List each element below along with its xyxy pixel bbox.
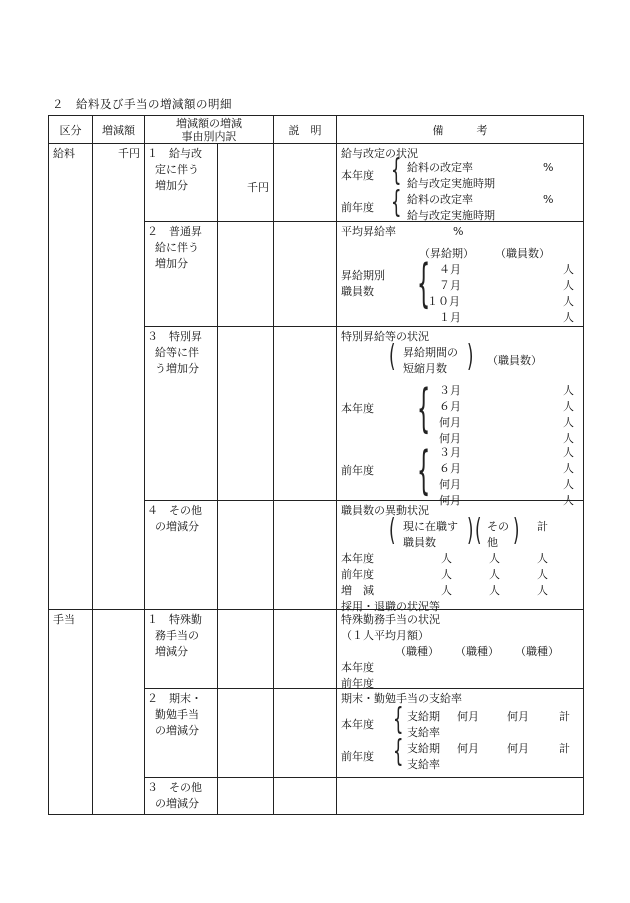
header-jiyu-line2: 事由別内訳 — [181, 129, 237, 143]
kyuryo-row4-p33: 人 — [537, 584, 548, 597]
kyuryo-row1-rate-a: 給料の改定率 — [407, 161, 473, 174]
teate-row1-this-year: 本年度 — [341, 661, 374, 674]
kyuryo-row1-rate-b: 給料の改定率 — [407, 193, 473, 206]
teate-row2-rate-b: 支給率 — [407, 758, 440, 771]
teate-row1-title: 特殊勤務手当の状況 — [341, 613, 440, 626]
paren-close-icon: ) — [513, 513, 520, 548]
kyuryo-row4-item-2: の増減分 — [155, 520, 199, 533]
kyuryo-row4-p32: 人 — [489, 584, 500, 597]
kyuryo-row4-change: 増 減 — [341, 584, 374, 597]
kyuryo-row3-ty-m3: 何月 — [439, 416, 461, 429]
kyuryo-row1-item-3: 増加分 — [155, 179, 188, 192]
paren-close-icon: ) — [467, 339, 474, 374]
teate-row1-job-1: （職種） — [395, 645, 439, 658]
kyuryo-row2-person-2: 人 — [563, 279, 574, 292]
kyuryo-row2-pct: % — [453, 225, 464, 238]
kyuryo-row4-this-year: 本年度 — [341, 552, 374, 565]
teate-row2-item-2: 勤勉手当 — [155, 708, 199, 721]
brace-icon: { — [393, 702, 404, 737]
teate-row2-rate-a: 支給率 — [407, 726, 440, 739]
kyuryo-row2-label-1: 昇給期別 — [341, 269, 385, 282]
kyuryo-row3-ly-m2: ６月 — [439, 462, 461, 475]
kyuryo-row2-month-1: ４月 — [439, 263, 461, 276]
kyuryo-row3-item-2: 給等に伴 — [155, 346, 199, 359]
kyuryo-row3-item-3: う増加分 — [155, 362, 199, 375]
header-jiyu-line1: 増減額の増減 — [176, 116, 242, 130]
kyuryo-row4-p11: 人 — [441, 552, 452, 565]
teate-row1-job-3: （職種） — [515, 645, 559, 658]
kyuryo-row3-last-year: 前年度 — [341, 464, 374, 477]
header-zougen: 増減額 — [93, 116, 145, 144]
teate-row1-item-2: 務手当の — [155, 629, 199, 642]
teate-row2-title: 期末・勤勉手当の支給率 — [341, 692, 462, 705]
teate-row2-when-b2: 何月 — [507, 742, 529, 755]
teate-row2-period-b: 支給期 — [407, 742, 440, 755]
kyuryo-row2-item-1: ２ 普通昇 — [147, 225, 202, 238]
kyuryo-row3-ty-m2: ６月 — [439, 400, 461, 413]
teate-row2-this-year: 本年度 — [341, 718, 374, 731]
brace-icon: { — [417, 254, 431, 314]
kyuryo-row2-month-2: ７月 — [439, 279, 461, 292]
kyuryo-row4-other-2: 他 — [487, 536, 498, 549]
paren-open-icon: ( — [475, 513, 482, 548]
kyuryo-row4-title: 職員数の異動状況 — [341, 504, 429, 517]
kyuryo-row3-period-1: 昇給期間の — [403, 346, 458, 359]
kyuryo-row2-person-1: 人 — [563, 263, 574, 276]
paren-open-icon: ( — [389, 513, 396, 548]
teate-row1-sub: （１人平均月額） — [341, 629, 429, 642]
kyuryo-row2-person-3: 人 — [563, 295, 574, 308]
brace-icon: { — [391, 185, 402, 220]
teate-row3-item-2: の増減分 — [155, 797, 199, 810]
kyuryo-row3-ty-p2: 人 — [563, 400, 574, 413]
teate-row3-item-1: ３ その他 — [147, 781, 202, 794]
teate-row-1 — [49, 610, 584, 689]
kyuryo-row1-pct-a: % — [543, 161, 554, 174]
kyuryo-row3-ly-m1: ３月 — [439, 446, 461, 459]
kyuryo-row3-col-staff: （職員数） — [487, 354, 542, 367]
kyuryo-row-1 — [49, 144, 584, 222]
kyuryo-row3-ly-p4: 人 — [563, 494, 574, 507]
kyuryo-row2-item-3: 増加分 — [155, 257, 188, 270]
teate-row1-item-3: 増減分 — [155, 645, 188, 658]
kyuryo-row4-p13: 人 — [537, 552, 548, 565]
kyuryo-row3-title: 特別昇給等の状況 — [341, 330, 429, 343]
kyuryo-row1-unit: 千円 — [247, 181, 269, 194]
teate-row2-total-a: 計 — [559, 710, 570, 723]
kyuryo-row4-p21: 人 — [441, 568, 452, 581]
kyuryo-row2-item-2: 給に伴う — [155, 241, 199, 254]
teate-row2-when-b1: 何月 — [457, 742, 479, 755]
kyuryo-row3-ty-m4: 何月 — [439, 432, 461, 445]
kyuryo-row3-period-2: 短縮月数 — [403, 362, 447, 375]
kyuryo-row4-p31: 人 — [441, 584, 452, 597]
teate-row2-item-3: の増減分 — [155, 724, 199, 737]
kyuryo-row1-this-year: 本年度 — [341, 169, 374, 182]
teate-row1-last-year: 前年度 — [341, 677, 374, 690]
paren-close-icon: ) — [467, 513, 474, 548]
teate-row2-when-a2: 何月 — [507, 710, 529, 723]
detail-table — [48, 115, 584, 815]
kyuryo-row2-col-period: （昇給期） — [419, 247, 474, 260]
kyuryo-row4-hiring: 採用・退職の状況等 — [341, 600, 440, 613]
kyuryo-row2-avg-rate: 平均昇給率 — [341, 225, 396, 238]
kyuryo-row4-p12: 人 — [489, 552, 500, 565]
kyuryo-row3-ty-p4: 人 — [563, 432, 574, 445]
kyuryo-row4-other-1: その — [487, 520, 509, 533]
kyuryo-row3-ly-p2: 人 — [563, 462, 574, 475]
kyuryo-row4-p22: 人 — [489, 568, 500, 581]
kyuryo-row3-ly-m3: 何月 — [439, 478, 461, 491]
kyuryo-row2-col-staff: （職員数） — [495, 247, 550, 260]
kyuryo-row4-last-year: 前年度 — [341, 568, 374, 581]
kyuryo-row2-month-3: １０月 — [427, 295, 460, 308]
kyuryo-row4-item-1: ４ その他 — [147, 504, 202, 517]
kyuryo-row4-current-1: 現に在職す — [403, 520, 458, 533]
kyuryo-row1-last-year: 前年度 — [341, 201, 374, 214]
kyuryo-unit: 千円 — [118, 147, 140, 160]
kyuryo-row3-ty-p3: 人 — [563, 416, 574, 429]
kyuryo-row1-title: 給与改定の状況 — [341, 147, 418, 160]
kyuryo-row1-timing-a: 給与改定実施時期 — [407, 177, 495, 190]
brace-icon: { — [393, 734, 404, 769]
teate-row2-total-b: 計 — [559, 742, 570, 755]
kyuryo-row4-total: 計 — [537, 520, 548, 533]
header-jiyu — [145, 116, 274, 144]
teate-label: 手当 — [53, 613, 75, 626]
brace-icon: { — [417, 379, 431, 439]
kyuryo-label: 給料 — [53, 147, 75, 160]
brace-icon: { — [391, 153, 402, 188]
kyuryo-row4-current-2: 職員数 — [403, 536, 436, 549]
kyuryo-row3-ty-p1: 人 — [563, 384, 574, 397]
header-row — [49, 116, 584, 144]
kyuryo-row1-pct-b: % — [543, 193, 554, 206]
kyuryo-row3-item-1: ３ 特別昇 — [147, 330, 202, 343]
teate-row2-item-1: ２ 期末・ — [147, 692, 202, 705]
kyuryo-row3-ty-m1: ３月 — [439, 384, 461, 397]
brace-icon: { — [417, 441, 431, 501]
kyuryo-row2-label-2: 職員数 — [341, 285, 374, 298]
kyuryo-row3-ly-p3: 人 — [563, 478, 574, 491]
kyuryo-row1-item-2: 定に伴う — [155, 163, 199, 176]
kyuryo-row3-ly-m4: 何月 — [439, 494, 461, 507]
header-kubun: 区分 — [49, 116, 93, 144]
kyuryo-row3-ly-p1: 人 — [563, 446, 574, 459]
section-heading: ２ 給料及び手当の増減額の明細 — [52, 97, 232, 111]
kyuryo-row1-timing-b: 給与改定実施時期 — [407, 209, 495, 222]
teate-row2-when-a1: 何月 — [457, 710, 479, 723]
kyuryo-row2-month-4: １月 — [439, 311, 461, 324]
header-setsumei: 説 明 — [274, 116, 337, 144]
teate-row2-last-year: 前年度 — [341, 750, 374, 763]
kyuryo-row2-person-4: 人 — [563, 311, 574, 324]
teate-row2-period-a: 支給期 — [407, 710, 440, 723]
kyuryo-row3-this-year: 本年度 — [341, 402, 374, 415]
teate-row1-item-1: １ 特殊勤 — [147, 613, 202, 626]
paren-open-icon: ( — [389, 339, 396, 374]
header-biko: 備 考 — [337, 116, 584, 144]
teate-row1-job-2: （職種） — [455, 645, 499, 658]
kyuryo-row4-p23: 人 — [537, 568, 548, 581]
kyuryo-row1-item-1: １ 給与改 — [147, 147, 202, 160]
